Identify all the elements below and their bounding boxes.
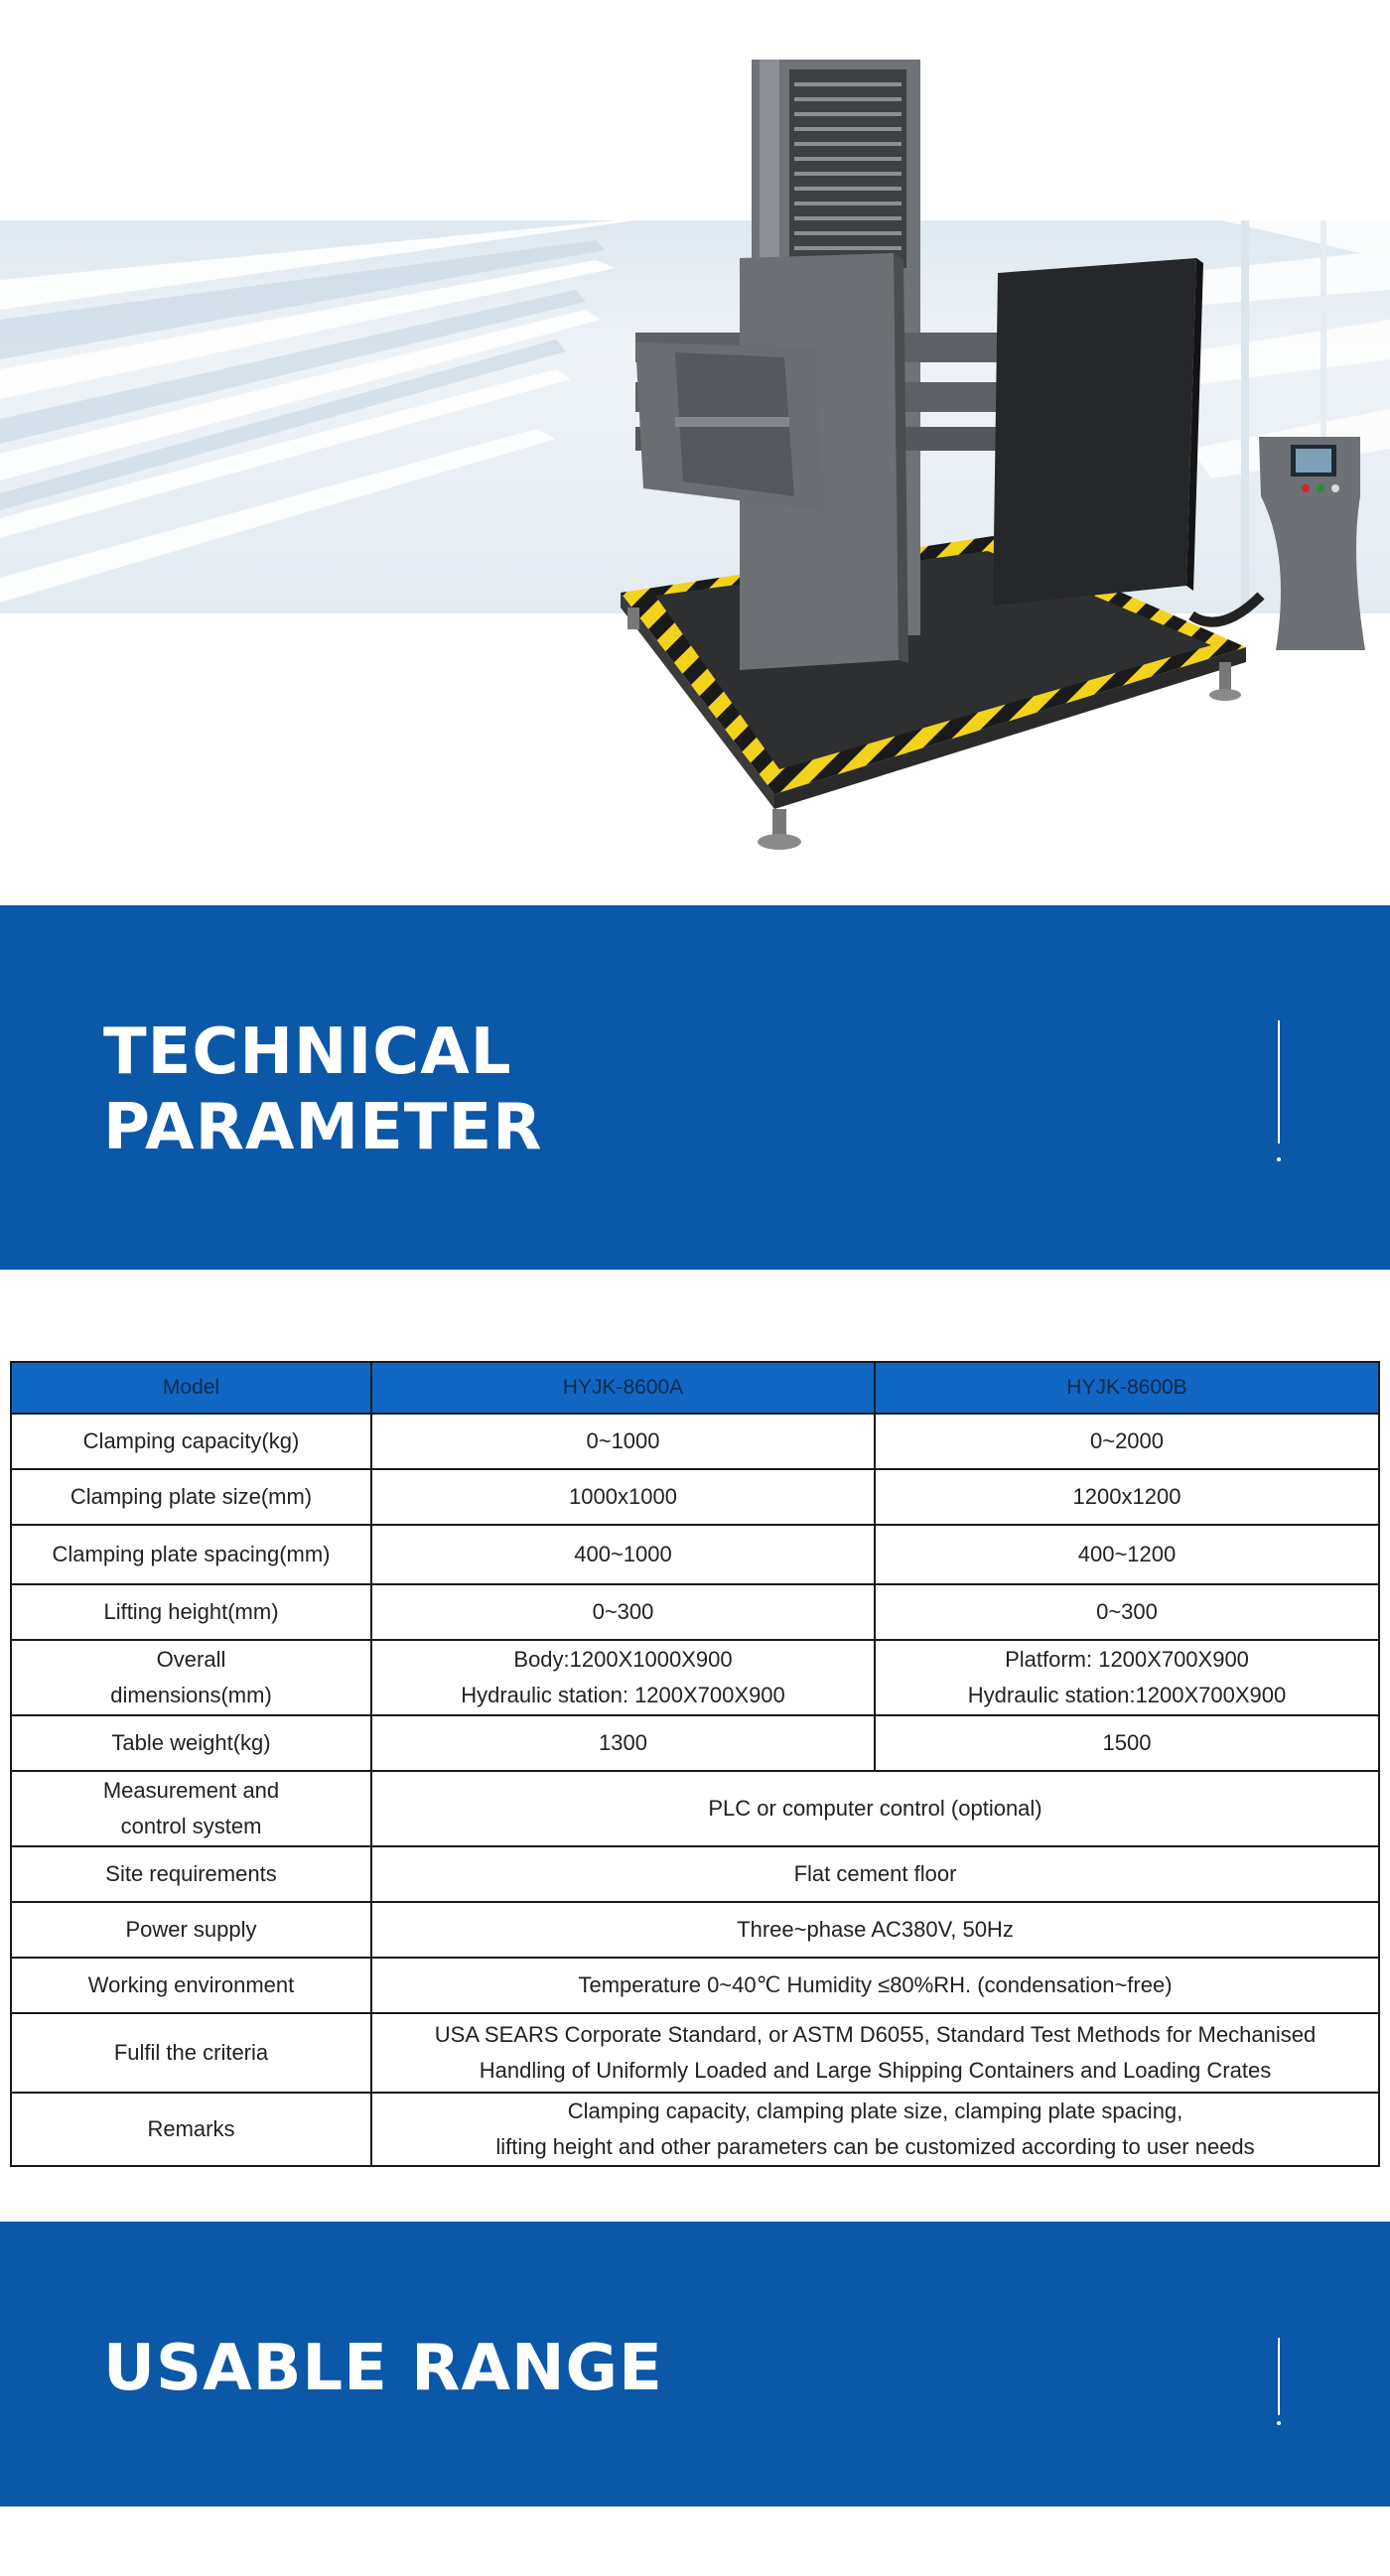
row-label-line: control system xyxy=(120,1814,262,1838)
header-cell-model: Model xyxy=(11,1362,371,1414)
table-row xyxy=(11,1771,1379,1846)
row-label: Site requirements xyxy=(11,1846,371,1902)
divider-dot xyxy=(1277,1157,1281,1161)
row-value-merged: Flat cement floor xyxy=(371,1846,1379,1902)
row-value-merged xyxy=(371,2013,1379,2093)
row-label-line: dimensions(mm) xyxy=(110,1683,272,1707)
vertical-divider xyxy=(1278,2338,1280,2415)
clamp-test-machine-illustration xyxy=(0,0,1390,905)
table-row xyxy=(11,1525,1379,1584)
row-value-b xyxy=(875,1640,1379,1715)
row-value-merged: Three~phase AC380V, 50Hz xyxy=(371,1902,1379,1958)
row-value-line: Platform: 1200X700X900 xyxy=(1005,1647,1249,1672)
row-label: Remarks xyxy=(11,2093,371,2166)
row-label: Working environment xyxy=(11,1958,371,2013)
divider-dot xyxy=(1277,2421,1281,2425)
row-label xyxy=(11,1771,371,1846)
row-label xyxy=(11,1640,371,1715)
technical-parameter-table xyxy=(10,1361,1380,2167)
row-label: Clamping plate size(mm) xyxy=(11,1469,371,1525)
hero-product-image xyxy=(0,0,1390,905)
row-value-a: 400~1000 xyxy=(371,1525,875,1584)
table-header-row xyxy=(11,1362,1379,1414)
technical-parameter-banner xyxy=(0,905,1390,1270)
row-label: Fulfil the criteria xyxy=(11,2013,371,2093)
usable-range-banner xyxy=(0,2222,1390,2507)
row-value-merged xyxy=(371,2093,1379,2166)
row-value-line: USA SEARS Corporate Standard, or ASTM D6055, Standard Test Methods for Mechanised xyxy=(434,2022,1317,2047)
table-row xyxy=(11,1640,1379,1715)
table-row xyxy=(11,1715,1379,1771)
row-value-b: 0~300 xyxy=(875,1584,1379,1640)
header-cell-model-a: HYJK-8600A xyxy=(371,1362,875,1414)
row-label: Table weight(kg) xyxy=(11,1715,371,1771)
row-value-line: Clamping capacity, clamping plate size, clamping plate spacing, xyxy=(567,2099,1183,2123)
table-row xyxy=(11,1902,1379,1958)
row-label: Clamping capacity(kg) xyxy=(11,1414,371,1469)
row-value-line: lifting height and other parameters can be customized according to user needs xyxy=(495,2134,1255,2159)
row-value-a xyxy=(371,1640,875,1715)
usable-range-title: USABLE RANGE xyxy=(103,2332,663,2405)
title-line-1: TECHNICAL xyxy=(103,1016,512,1089)
row-value-a: 1000x1000 xyxy=(371,1469,875,1525)
table-row xyxy=(11,1414,1379,1469)
row-label-line: Measurement and xyxy=(102,1778,280,1803)
row-value-line: Hydraulic station:1200X700X900 xyxy=(967,1683,1287,1707)
row-value-a: 0~300 xyxy=(371,1584,875,1640)
row-value-line: Handling of Uniformly Loaded and Large Shipping Containers and Loading Crates xyxy=(479,2058,1272,2083)
row-value-a: 1300 xyxy=(371,1715,875,1771)
row-label: Lifting height(mm) xyxy=(11,1584,371,1640)
row-label: Power supply xyxy=(11,1902,371,1958)
row-value-b: 1200x1200 xyxy=(875,1469,1379,1525)
row-value-b: 0~2000 xyxy=(875,1414,1379,1469)
title-line-2: PARAMETER xyxy=(103,1091,543,1164)
table-row xyxy=(11,1584,1379,1640)
row-value-b: 400~1200 xyxy=(875,1525,1379,1584)
table-row xyxy=(11,1958,1379,2013)
technical-parameter-title xyxy=(103,1015,542,1165)
row-value-merged: PLC or computer control (optional) xyxy=(371,1771,1379,1846)
table-row xyxy=(11,2013,1379,2093)
row-value-line: Body:1200X1000X900 xyxy=(513,1647,733,1672)
row-value-b: 1500 xyxy=(875,1715,1379,1771)
row-value-merged: Temperature 0~40℃ Humidity ≤80%RH. (condensation~free) xyxy=(371,1958,1379,2013)
table-row xyxy=(11,1846,1379,1902)
row-label: Clamping plate spacing(mm) xyxy=(11,1525,371,1584)
header-cell-model-b: HYJK-8600B xyxy=(875,1362,1379,1414)
row-label-line: Overall xyxy=(156,1647,226,1672)
row-value-line: Hydraulic station: 1200X700X900 xyxy=(461,1683,785,1707)
table-row xyxy=(11,2093,1379,2166)
row-value-a: 0~1000 xyxy=(371,1414,875,1469)
table-row xyxy=(11,1469,1379,1525)
vertical-divider xyxy=(1278,1020,1280,1144)
